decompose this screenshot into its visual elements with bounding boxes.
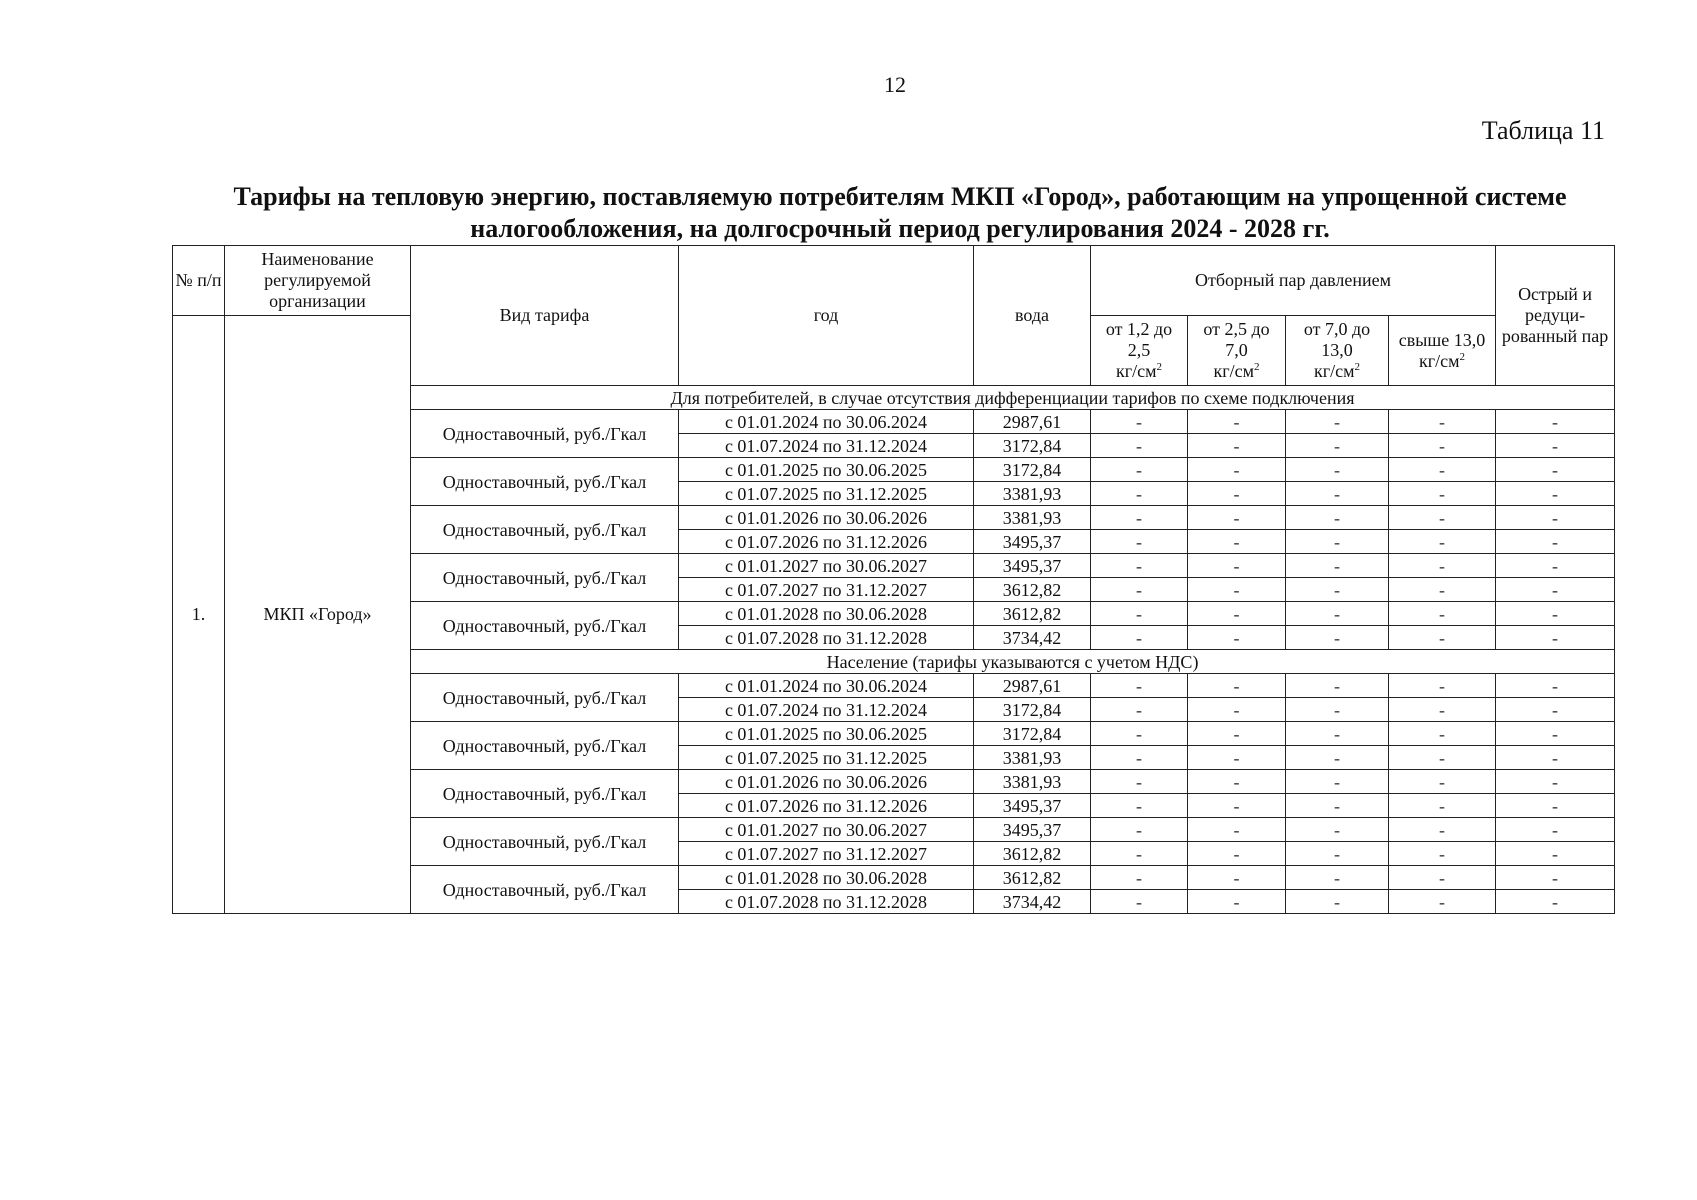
empty-value: - — [1496, 890, 1615, 914]
period: с 01.07.2025 по 31.12.2025 — [679, 746, 974, 770]
empty-value: - — [1286, 410, 1389, 434]
header-org: Наименование регулируемой организации — [225, 246, 411, 316]
empty-value: - — [1188, 794, 1286, 818]
empty-value: - — [1286, 770, 1389, 794]
empty-value: - — [1496, 866, 1615, 890]
header-water: вода — [974, 246, 1091, 386]
row-number: 1. — [173, 316, 225, 914]
empty-value: - — [1188, 746, 1286, 770]
empty-value: - — [1496, 482, 1615, 506]
header-sharp-steam: Острый и редуци-рованный пар — [1496, 246, 1615, 386]
period: с 01.07.2028 по 31.12.2028 — [679, 626, 974, 650]
empty-value: - — [1286, 818, 1389, 842]
empty-value: - — [1286, 626, 1389, 650]
page-number: 12 — [884, 72, 906, 97]
tariff-type: Одноставочный, руб./Гкал — [411, 866, 679, 914]
water-tariff: 2987,61 — [974, 674, 1091, 698]
table-title: Тарифы на тепловую энергию, поставляемую потребителям МКП «Город», работающим на упрощенной системе налогообложения, на долгосрочный период регулирования 2024 - 2028 гг. — [233, 182, 1567, 243]
pressure-unit-power: 2 — [1459, 350, 1466, 363]
water-tariff: 3495,37 — [974, 818, 1091, 842]
empty-value: - — [1091, 578, 1188, 602]
pressure-unit: кг/см — [1419, 350, 1460, 371]
empty-value: - — [1188, 434, 1286, 458]
empty-value: - — [1496, 626, 1615, 650]
empty-value: - — [1091, 890, 1188, 914]
section-title: Население (тарифы указываются с учетом НДС) — [411, 650, 1615, 674]
tariff-type: Одноставочный, руб./Гкал — [411, 410, 679, 458]
empty-value: - — [1091, 746, 1188, 770]
empty-value: - — [1091, 530, 1188, 554]
empty-value: - — [1286, 578, 1389, 602]
empty-value: - — [1091, 506, 1188, 530]
pressure-range: от 2,5 до 7,0 — [1203, 319, 1270, 360]
empty-value: - — [1188, 626, 1286, 650]
empty-value: - — [1389, 818, 1496, 842]
water-tariff: 3495,37 — [974, 794, 1091, 818]
org-name: МКП «Город» — [225, 316, 411, 914]
period: с 01.07.2026 по 31.12.2026 — [679, 530, 974, 554]
empty-value: - — [1286, 698, 1389, 722]
tariff-type: Одноставочный, руб./Гкал — [411, 506, 679, 554]
period: с 01.07.2025 по 31.12.2025 — [679, 482, 974, 506]
empty-value: - — [1496, 458, 1615, 482]
header-pressure-1-2 — [1091, 316, 1188, 386]
empty-value: - — [1286, 866, 1389, 890]
empty-value: - — [1188, 530, 1286, 554]
empty-value: - — [1091, 674, 1188, 698]
water-tariff: 3612,82 — [974, 842, 1091, 866]
empty-value: - — [1496, 818, 1615, 842]
empty-value: - — [1389, 842, 1496, 866]
empty-value: - — [1496, 674, 1615, 698]
header-num: № п/п — [173, 246, 225, 316]
period: с 01.07.2024 по 31.12.2024 — [679, 434, 974, 458]
empty-value: - — [1286, 434, 1389, 458]
period: с 01.01.2026 по 30.06.2026 — [679, 770, 974, 794]
pressure-unit: кг/см — [1115, 361, 1157, 381]
empty-value: - — [1188, 866, 1286, 890]
empty-value: - — [1496, 530, 1615, 554]
empty-value: - — [1286, 554, 1389, 578]
empty-value: - — [1188, 770, 1286, 794]
empty-value: - — [1091, 458, 1188, 482]
empty-value: - — [1286, 890, 1389, 914]
water-tariff: 3612,82 — [974, 602, 1091, 626]
empty-value: - — [1286, 746, 1389, 770]
empty-value: - — [1188, 890, 1286, 914]
pressure-unit-power: 2 — [1354, 361, 1360, 373]
tariff-table — [172, 245, 1615, 914]
empty-value: - — [1496, 578, 1615, 602]
water-tariff: 3495,37 — [974, 530, 1091, 554]
period: с 01.01.2025 по 30.06.2025 — [679, 722, 974, 746]
water-tariff: 3172,84 — [974, 722, 1091, 746]
empty-value: - — [1389, 410, 1496, 434]
header-pressure-13 — [1389, 316, 1496, 386]
pressure-unit: кг/см — [1213, 361, 1254, 381]
empty-value: - — [1286, 602, 1389, 626]
empty-value: - — [1286, 794, 1389, 818]
empty-value: - — [1389, 746, 1496, 770]
empty-value: - — [1091, 698, 1188, 722]
empty-value: - — [1286, 458, 1389, 482]
water-tariff: 2987,61 — [974, 410, 1091, 434]
period: с 01.07.2027 по 31.12.2027 — [679, 578, 974, 602]
period: с 01.07.2026 по 31.12.2026 — [679, 794, 974, 818]
empty-value: - — [1496, 842, 1615, 866]
empty-value: - — [1188, 482, 1286, 506]
empty-value: - — [1496, 602, 1615, 626]
period: с 01.01.2027 по 30.06.2027 — [679, 554, 974, 578]
empty-value: - — [1496, 770, 1615, 794]
table-label: Таблица 11 — [1481, 116, 1605, 145]
empty-value: - — [1286, 674, 1389, 698]
period: с 01.01.2027 по 30.06.2027 — [679, 818, 974, 842]
empty-value: - — [1389, 554, 1496, 578]
water-tariff: 3381,93 — [974, 482, 1091, 506]
empty-value: - — [1389, 626, 1496, 650]
header-pressure-2-5 — [1188, 316, 1286, 386]
period: с 01.01.2026 по 30.06.2026 — [679, 506, 974, 530]
empty-value: - — [1188, 602, 1286, 626]
header-pressure-7-0 — [1286, 316, 1389, 386]
empty-value: - — [1286, 722, 1389, 746]
empty-value: - — [1389, 530, 1496, 554]
tariff-type: Одноставочный, руб./Гкал — [411, 770, 679, 818]
empty-value: - — [1091, 722, 1188, 746]
water-tariff: 3172,84 — [974, 698, 1091, 722]
empty-value: - — [1389, 866, 1496, 890]
empty-value: - — [1091, 626, 1188, 650]
period: с 01.07.2028 по 31.12.2028 — [679, 890, 974, 914]
water-tariff: 3734,42 — [974, 626, 1091, 650]
header-steam-group: Отборный пар давлением — [1091, 246, 1496, 316]
empty-value: - — [1496, 434, 1615, 458]
empty-value: - — [1188, 554, 1286, 578]
empty-value: - — [1188, 410, 1286, 434]
header-tariff-type: Вид тарифа — [411, 246, 679, 386]
pressure-unit-power: 2 — [1156, 361, 1162, 373]
empty-value: - — [1389, 722, 1496, 746]
water-tariff: 3172,84 — [974, 458, 1091, 482]
empty-value: - — [1389, 482, 1496, 506]
empty-value: - — [1496, 506, 1615, 530]
empty-value: - — [1389, 770, 1496, 794]
empty-value: - — [1389, 506, 1496, 530]
header-row — [173, 246, 1615, 316]
water-tariff: 3495,37 — [974, 554, 1091, 578]
empty-value: - — [1188, 842, 1286, 866]
pressure-unit-power: 2 — [1254, 361, 1260, 373]
water-tariff: 3612,82 — [974, 578, 1091, 602]
tariff-type: Одноставочный, руб./Гкал — [411, 458, 679, 506]
pressure-range: от 7,0 до 13,0 — [1303, 319, 1371, 360]
tariff-type: Одноставочный, руб./Гкал — [411, 818, 679, 866]
section-title: Для потребителей, в случае отсутствия дифференциации тарифов по схеме подключения — [411, 386, 1615, 410]
period: с 01.01.2028 по 30.06.2028 — [679, 866, 974, 890]
empty-value: - — [1389, 434, 1496, 458]
period: с 01.01.2024 по 30.06.2024 — [679, 410, 974, 434]
pressure-range: свыше 13,0 — [1398, 329, 1486, 350]
empty-value: - — [1091, 434, 1188, 458]
empty-value: - — [1091, 866, 1188, 890]
empty-value: - — [1091, 410, 1188, 434]
empty-value: - — [1091, 482, 1188, 506]
period: с 01.01.2025 по 30.06.2025 — [679, 458, 974, 482]
empty-value: - — [1091, 842, 1188, 866]
empty-value: - — [1188, 722, 1286, 746]
empty-value: - — [1188, 578, 1286, 602]
empty-value: - — [1389, 674, 1496, 698]
empty-value: - — [1496, 722, 1615, 746]
empty-value: - — [1496, 410, 1615, 434]
empty-value: - — [1496, 698, 1615, 722]
empty-value: - — [1091, 554, 1188, 578]
header-year: год — [679, 246, 974, 386]
water-tariff: 3381,93 — [974, 746, 1091, 770]
empty-value: - — [1389, 602, 1496, 626]
period: с 01.01.2024 по 30.06.2024 — [679, 674, 974, 698]
water-tariff: 3381,93 — [974, 506, 1091, 530]
tariff-type: Одноставочный, руб./Гкал — [411, 554, 679, 602]
period: с 01.07.2024 по 31.12.2024 — [679, 698, 974, 722]
empty-value: - — [1496, 554, 1615, 578]
pressure-range: от 1,2 до 2,5 — [1105, 319, 1173, 360]
empty-value: - — [1091, 794, 1188, 818]
water-tariff: 3381,93 — [974, 770, 1091, 794]
empty-value: - — [1496, 746, 1615, 770]
empty-value: - — [1286, 530, 1389, 554]
water-tariff: 3734,42 — [974, 890, 1091, 914]
empty-value: - — [1188, 698, 1286, 722]
tariff-type: Одноставочный, руб./Гкал — [411, 722, 679, 770]
period: с 01.07.2027 по 31.12.2027 — [679, 842, 974, 866]
empty-value: - — [1389, 698, 1496, 722]
water-tariff: 3172,84 — [974, 434, 1091, 458]
empty-value: - — [1286, 842, 1389, 866]
pressure-unit: кг/см — [1313, 361, 1355, 381]
empty-value: - — [1286, 506, 1389, 530]
empty-value: - — [1091, 818, 1188, 842]
tariff-type: Одноставочный, руб./Гкал — [411, 602, 679, 650]
empty-value: - — [1389, 578, 1496, 602]
period: с 01.01.2028 по 30.06.2028 — [679, 602, 974, 626]
empty-value: - — [1091, 602, 1188, 626]
empty-value: - — [1389, 890, 1496, 914]
empty-value: - — [1188, 818, 1286, 842]
empty-value: - — [1389, 794, 1496, 818]
empty-value: - — [1496, 794, 1615, 818]
empty-value: - — [1389, 458, 1496, 482]
tariff-type: Одноставочный, руб./Гкал — [411, 674, 679, 722]
empty-value: - — [1091, 770, 1188, 794]
empty-value: - — [1188, 674, 1286, 698]
empty-value: - — [1286, 482, 1389, 506]
empty-value: - — [1188, 458, 1286, 482]
empty-value: - — [1188, 506, 1286, 530]
water-tariff: 3612,82 — [974, 866, 1091, 890]
